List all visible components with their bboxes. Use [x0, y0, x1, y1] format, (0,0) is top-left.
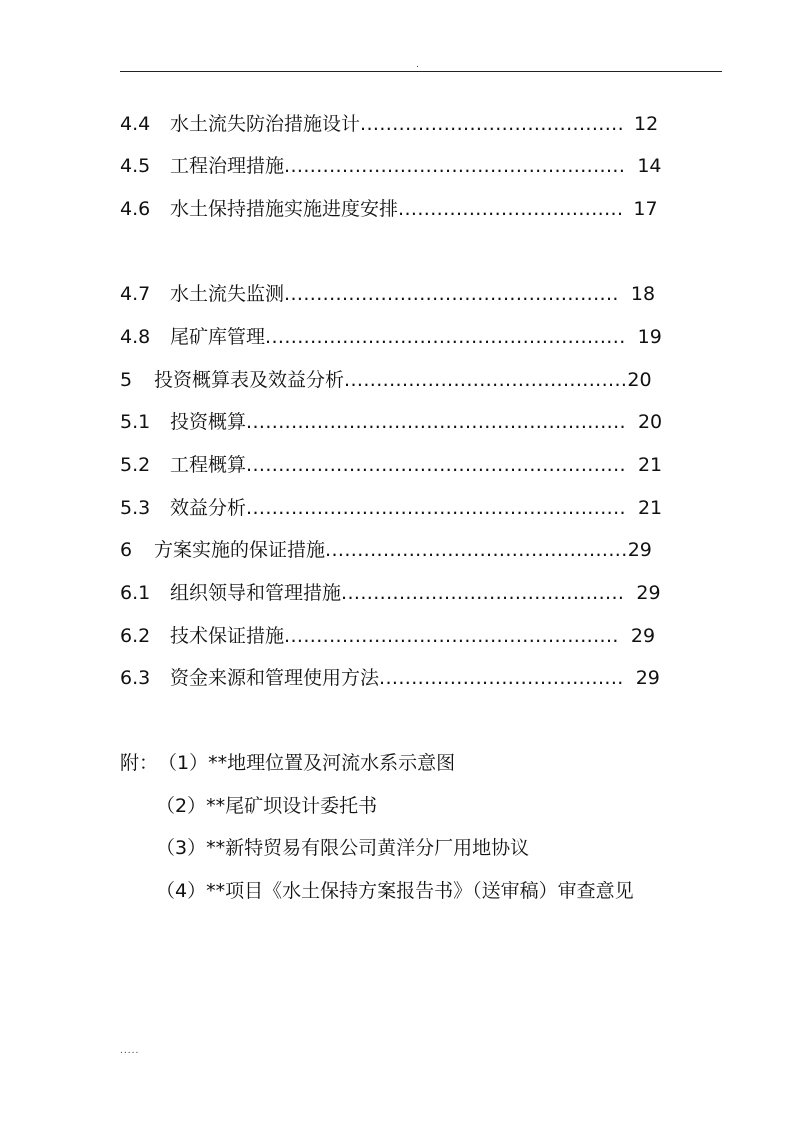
- appendix-label: 附：: [120, 752, 159, 774]
- toc-title: 资金来源和管理使用方法: [170, 667, 380, 689]
- toc-page-number: 18: [630, 283, 656, 305]
- appendix-item: [156, 834, 529, 862]
- toc-title: 效益分析: [170, 497, 247, 519]
- toc-entry: [120, 579, 661, 607]
- toc-page-number: 14: [637, 155, 662, 177]
- toc-title: 技术保证措施: [170, 625, 285, 647]
- toc-number: 6.3: [120, 667, 151, 689]
- toc-dot-leader: .........................................: [360, 113, 625, 135]
- toc-title: 投资概算表及效益分析: [154, 369, 345, 391]
- toc-entry: [120, 408, 662, 436]
- toc-entry: [120, 323, 662, 351]
- toc-page-number: 20: [627, 369, 652, 391]
- toc-title: 工程治理措施: [170, 155, 285, 177]
- toc-number: 4.7: [120, 283, 151, 305]
- header-rule: [120, 71, 722, 72]
- toc-page-number: 19: [637, 326, 662, 348]
- toc-entry: [120, 280, 655, 308]
- toc-dot-leader: ....................................................: [284, 625, 619, 647]
- toc-page-number: 29: [636, 582, 661, 604]
- toc-page-number: 29: [627, 539, 652, 561]
- toc-title: 工程概算: [170, 454, 247, 476]
- toc-dot-leader: ...........................................................: [246, 497, 626, 519]
- toc-page-number: 21: [637, 454, 663, 476]
- toc-title: 水土保持措施实施进度安排: [170, 198, 399, 220]
- appendix-item: [156, 792, 377, 820]
- appendix-item-text: （4）**项目《水土保持方案报告书》（送审稿）审查意见: [156, 880, 634, 902]
- toc-dot-leader: ...........................................................: [246, 454, 626, 476]
- toc-page-number: 12: [634, 113, 659, 135]
- toc-entry: [120, 536, 652, 564]
- toc-title: 方案实施的保证措施: [154, 539, 326, 561]
- toc-entry: [120, 494, 662, 522]
- toc-number: 4.8: [120, 326, 151, 348]
- toc-number: 5: [120, 369, 133, 391]
- toc-entry: [120, 110, 658, 138]
- toc-dot-leader: ....................................................: [284, 283, 619, 305]
- toc-title: 水土流失防治措施设计: [170, 113, 361, 135]
- appendix-item: [120, 749, 455, 777]
- toc-number: 4.6: [120, 198, 151, 220]
- toc-title: 尾矿库管理: [170, 326, 266, 348]
- toc-entry: [120, 152, 662, 180]
- toc-title: 组织领导和管理措施: [170, 582, 342, 604]
- appendix-item-text: （2）**尾矿坝设计委托书: [156, 795, 378, 817]
- toc-dot-leader: ............................................: [341, 582, 625, 604]
- toc-number: 6.1: [120, 582, 151, 604]
- toc-number: 6: [120, 539, 133, 561]
- appendix-item-text: （3）**新特贸易有限公司黄洋分厂用地协议: [156, 837, 530, 859]
- toc-title: 水土流失监测: [170, 283, 285, 305]
- toc-dot-leader: ............................................: [344, 369, 628, 391]
- appendix-item: [156, 877, 634, 905]
- toc-entry: [120, 622, 655, 650]
- toc-page-number: 17: [633, 198, 658, 220]
- toc-dot-leader: .....................................................: [284, 155, 626, 177]
- footer-mark: .....: [120, 1046, 140, 1056]
- toc-entry: [120, 366, 652, 394]
- toc-page-number: 29: [635, 667, 660, 689]
- toc-number: 4.4: [120, 113, 151, 135]
- toc-number: 6.2: [120, 625, 151, 647]
- toc-number: 5.1: [120, 411, 151, 433]
- toc-page-number: 20: [637, 411, 663, 433]
- toc-entry: [120, 664, 660, 692]
- toc-entry: [120, 195, 658, 223]
- toc-page-number: 29: [630, 625, 656, 647]
- toc-dot-leader: ...............................................: [325, 539, 628, 561]
- toc-number: 4.5: [120, 155, 151, 177]
- toc-dot-leader: ...........................................................: [246, 411, 626, 433]
- toc-dot-leader: ......................................: [379, 667, 624, 689]
- toc-page-number: 21: [637, 497, 663, 519]
- toc-number: 5.3: [120, 497, 151, 519]
- appendix-item-text: （1）**地理位置及河流水系示意图: [158, 752, 456, 774]
- toc-dot-leader: ...................................: [398, 198, 624, 220]
- toc-title: 投资概算: [170, 411, 247, 433]
- toc-number: 5.2: [120, 454, 151, 476]
- header-mark: .: [416, 60, 419, 70]
- toc-dot-leader: ........................................................: [265, 326, 626, 348]
- toc-entry: [120, 451, 662, 479]
